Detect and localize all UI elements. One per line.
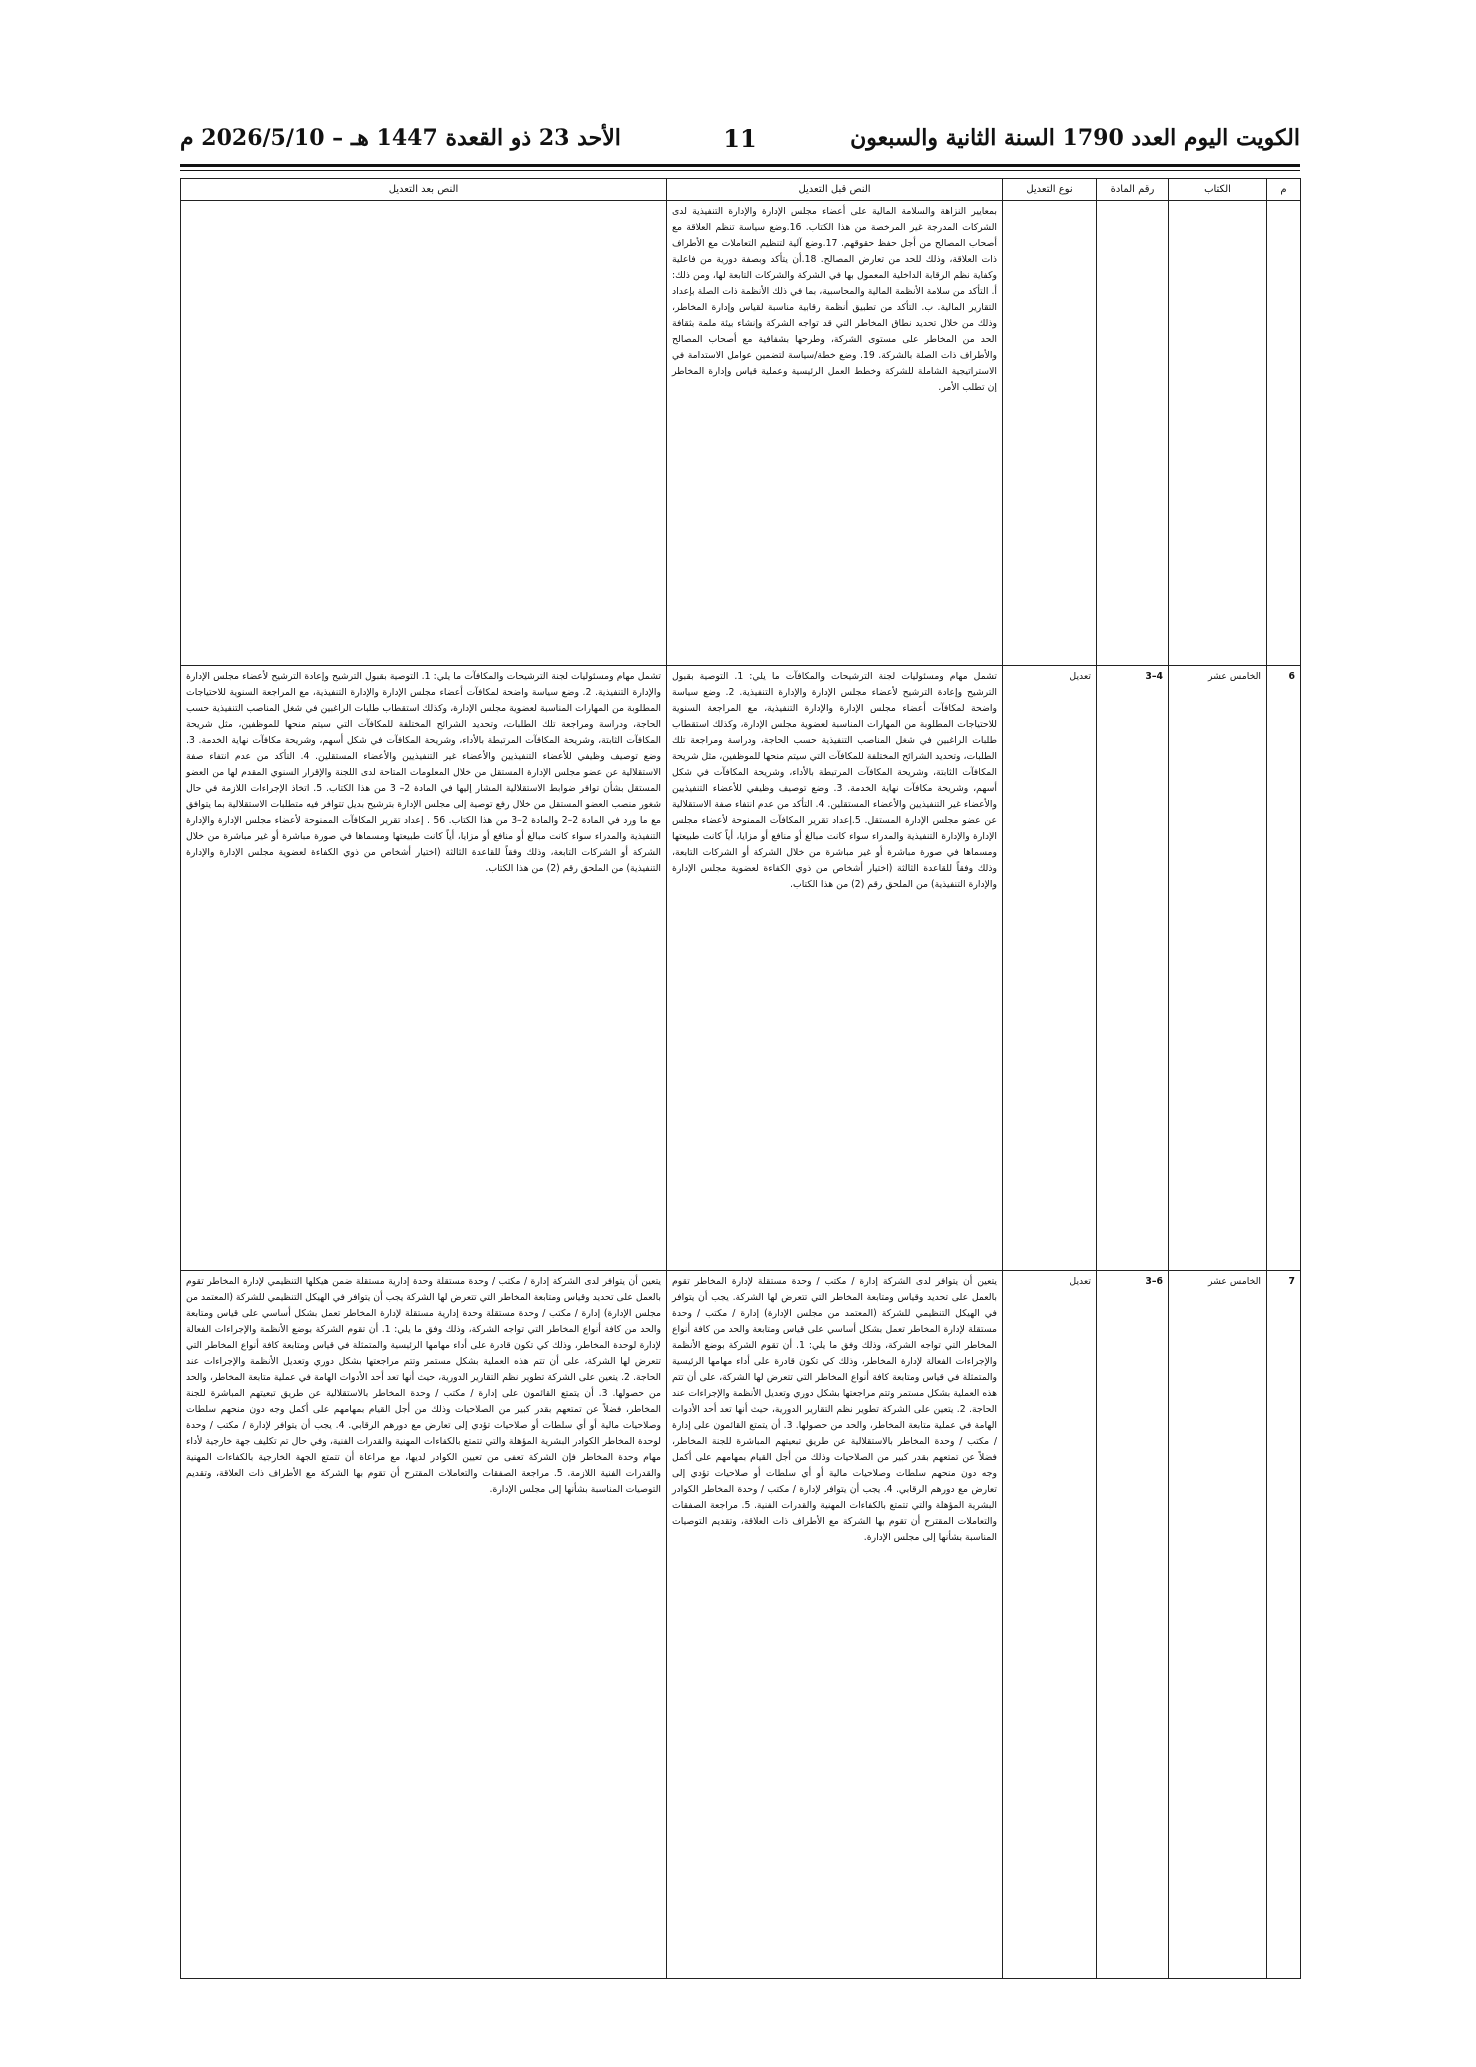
amendment-type-cell: تعديل <box>1003 666 1097 1271</box>
col-header-article: رقم المادة <box>1097 179 1169 201</box>
page-header <box>180 118 1300 158</box>
text-before-cell: بمعايير النزاهة والسلامة المالية على أعضاء مجلس الإدارة والإدارة التنفيذية لدى الشركات المدرجة غير المرخصة من هذا الكتاب. 16.وضع سياسة تنظم العلاقة مع أصحاب المصالح من أجل حفظ حقوقهم. 17.وضع آلية لتنظيم التعاملات مع الأطراف ذات العلاقة، وذلك للحد من تعارض المصالح. 18.أن يتأكد وبصفة دورية من فاعلية وكفاية نظم الرقابة الداخلية المعمول بها في الشركة والشركات التابعة لها، ومن ذلك: أ. التأكد من سلامة الأنظمة المالية والمحاسبية، بما في ذلك الأنظمة ذات الصلة بإعداد التقارير المالية. ب. التأكد من تطبيق أنظمة رقابية مناسبة لقياس وإدارة المخاطر، وذلك من خلال تحديد نطاق المخاطر التي قد تواجه الشركة وإنشاء بيئة ملمة بثقافة الحد من المخاطر على مستوى الشركة، وطرحها بشفافية مع أصحاب المصالح والأطراف ذات الصلة بالشركة. 19. وضع خطة/سياسة لتضمين عوامل الاستدامة في الاستراتيجية الشاملة للشركة وخطط العمل الرئيسية وعملية قياس وإدارة المخاطر إن تطلب الأمر. <box>667 201 1003 666</box>
article-cell: 6–3 <box>1097 1271 1169 1979</box>
article-cell: 4–3 <box>1097 666 1169 1271</box>
table-row <box>181 1271 1301 1979</box>
amendments-table <box>180 178 1301 1979</box>
col-header-m: م <box>1267 179 1301 201</box>
text-before-cell: يتعين أن يتوافر لدى الشركة إدارة / مكتب / وحدة مستقلة لإدارة المخاطر تقوم بالعمل على تحديد وقياس ومتابعة المخاطر التي تتعرض لها الشركة. يجب أن يتوافر في الهيكل التنظيمي للشركة (المعتمد من مجلس الإدارة) إدارة / مكتب / وحدة مستقلة لإدارة المخاطر تعمل بشكل أساسي على قياس ومتابعة والحد من كافة أنواع المخاطر التي تواجه الشركة، وذلك وفق ما يلي: 1. أن تقوم الشركة بوضع الأنظمة والإجراءات الفعالة لإدارة المخاطر، وذلك كي تكون قادرة على أداء مهامها الرئيسية والمتمثلة في قياس ومتابعة كافة أنواع المخاطر التي تتعرض لها الشركة، على أن تتم هذه العملية بشكل مستمر وتتم مراجعتها بشكل دوري وتعديل الأنظمة والإجراءات عند الحاجة. 2. يتعين على الشركة تطوير نظم التقارير الدورية، حيث أنها تعد أحد الأدوات الهامة في عملية متابعة المخاطر، والحد من حصولها. 3. أن يتمتع القائمون على إدارة / مكتب / وحدة المخاطر بالاستقلالية عن طريق تبعيتهم المباشرة للجنة المخاطر، فضلاً عن تمتعهم بقدر كبير من الصلاحيات وذلك من أجل القيام بمهامهم على أكمل وجه دون منحهم سلطات وصلاحيات مالية أو أي سلطات أو صلاحيات تؤدي إلى تعارض مع دورهم الرقابي. 4. يجب أن يتوافر لإدارة / مكتب / وحدة المخاطر الكوادر البشرية المؤهلة والتي تتمتع بالكفاءات المهنية والقدرات الفنية. 5. مراجعة الصفقات والتعاملات المقترح أن تقوم بها الشركة مع الأطراف ذات العلاقة، وتقديم التوصيات المناسبة بشأنها إلى مجلس الإدارة. <box>667 1271 1003 1979</box>
book-cell: الخامس عشر <box>1169 666 1267 1271</box>
gazette-title: الكويت اليوم العدد 1790 السنة الثانية والسبعون <box>850 125 1300 151</box>
article-cell <box>1097 201 1169 666</box>
page-number: 11 <box>723 123 757 153</box>
text-after-cell <box>181 201 667 666</box>
col-header-book: الكتاب <box>1169 179 1267 201</box>
text-after-cell: تشمل مهام ومسئوليات لجنة الترشيحات والمكافآت ما يلي: 1. التوصية بقبول الترشيح وإعادة الترشيح لأعضاء مجلس الإدارة والإدارة التنفيذية. 2. وضع سياسة واضحة لمكافآت أعضاء مجلس الإدارة والإدارة التنفيذية، مع المراجعة السنوية للاحتياجات المطلوبة من المهارات المناسبة لعضوية مجلس الإدارة، وكذلك استقطاب طلبات الراغبين في شغل المناصب التنفيذية حسب الحاجة، ودراسة ومراجعة تلك الطلبات، وتحديد الشرائح المختلفة للمكافآت التي سيتم منحها للموظفين، مثل شريحة المكافآت الثابتة، وشريحة المكافآت المرتبطة بالأداء، وشريحة المكافآت في شكل أسهم، وشريحة مكافآت نهاية الخدمة. 3. وضع توصيف وظيفي للأعضاء التنفيذيين والأعضاء غير التنفيذيين والأعضاء المستقلين. 4. التأكد من عدم انتفاء صفة الاستقلالية عن عضو مجلس الإدارة المستقل من خلال المعلومات المتاحة لدى اللجنة والإقرار السنوي المقدم لها من العضو المستقل بشأن توافر ضوابط الاستقلالية المشار إليها في المادة 2– 3 من هذا الكتاب. 5. اتخاذ الإجراءات اللازمة في حال شغور منصب العضو المستقل من خلال رفع توصية إلى مجلس الإدارة بترشيح بديل تتوافر فيه متطلبات الاستقلالية بما يتوافق مع ما ورد في المادة 2–2 والمادة 2–3 من هذا الكتاب. 56 . إعداد تقرير المكافآت الممنوحة لأعضاء مجلس الإدارة والإدارة التنفيذية والمدراء سواء كانت مبالغ أو منافع أو مزايا، أياً كانت طبيعتها ومسماها في صورة مباشرة أو غير مباشرة من خلال الشركة أو الشركات التابعة، وذلك وفقاً للقاعدة الثالثة (اختيار أشخاص من ذوي الكفاءة لعضوية مجلس الإدارة والإدارة التنفيذية) من الملحق رقم (2) من هذا الكتاب. <box>181 666 667 1271</box>
table-row <box>181 201 1301 666</box>
book-cell: الخامس عشر <box>1169 1271 1267 1979</box>
col-header-after: النص بعد التعديل <box>181 179 667 201</box>
col-header-before: النص قبل التعديل <box>667 179 1003 201</box>
header-rule-thick <box>180 164 1300 167</box>
table-row <box>181 666 1301 1271</box>
table-header-row <box>181 179 1301 201</box>
amendment-type-cell <box>1003 201 1097 666</box>
row-number <box>1267 201 1301 666</box>
text-after-cell: يتعين أن يتوافر لدى الشركة إدارة / مكتب / وحدة مستقلة وحدة إدارية مستقلة ضمن هيكلها التنظيمي لإدارة المخاطر تقوم بالعمل على تحديد وقياس ومتابعة المخاطر التي تتعرض لها الشركة يجب أن يتوافر في الهيكل التنظيمي للشركة (المعتمد من مجلس الإدارة) إدارة / مكتب / وحدة مستقلة وحدة إدارية مستقلة لإدارة المخاطر تعمل بشكل أساسي على قياس ومتابعة والحد من كافة أنواع المخاطر التي تواجه الشركة، وذلك وفق ما يلي: 1. أن تقوم الشركة بوضع الأنظمة والإجراءات الفعالة لإدارة لوحدة المخاطر، وذلك كي تكون قادرة على أداء مهامها الرئيسية والمتمثلة في قياس ومتابعة كافة أنواع المخاطر التي تتعرض لها الشركة، على أن تتم هذه العملية بشكل مستمر وتتم مراجعتها بشكل دوري وتعديل الأنظمة والإجراءات عند الحاجة. 2. يتعين على الشركة تطوير نظم التقارير الدورية، حيث أنها تعد أحد الأدوات الهامة في عملية متابعة المخاطر، والحد من حصولها. 3. أن يتمتع القائمون على إدارة / مكتب / وحدة المخاطر بالاستقلالية عن طريق تبعيتهم المباشرة للجنة المخاطر، فضلاً عن تمتعهم بقدر كبير من الصلاحيات وذلك من أجل القيام بمهامهم على أكمل وجه دون منحهم سلطات وصلاحيات مالية أو أي سلطات أو صلاحيات تؤدي إلى تعارض مع دورهم الرقابي. 4. يجب أن يتوافر لإدارة / مكتب / وحدة لوحدة المخاطر الكوادر البشرية المؤهلة والتي تتمتع بالكفاءات المهنية والقدرات الفنية، وفي حال تم تكليف جهة خارجية لأداء مهام وحدة المخاطر فإن الشركة تعفى من تعيين الكوادر لديها، مع مراعاة أن تتمتع الجهة الخارجية بالكفاءات المهنية والقدرات الفنية اللازمة. 5. مراجعة الصفقات والتعاملات المقترح أن تقوم بها الشركة مع الأطراف ذات العلاقة، وتقديم التوصيات المناسبة بشأنها إلى مجلس الإدارة. <box>181 1271 667 1979</box>
book-cell <box>1169 201 1267 666</box>
row-number: 7 <box>1267 1271 1301 1979</box>
header-rule-thin <box>180 170 1300 171</box>
issue-date: الأحد 23 ذو القعدة 1447 هـ – 2026/5/10 م <box>180 125 621 151</box>
text-before-cell: تشمل مهام ومسئوليات لجنة الترشيحات والمكافآت ما يلي: 1. التوصية بقبول الترشيح وإعادة الترشيح لأعضاء مجلس الإدارة والإدارة التنفيذية. 2. وضع سياسة واضحة لمكافآت أعضاء مجلس الإدارة والإدارة التنفيذية، مع المراجعة السنوية للاحتياجات المطلوبة من المهارات المناسبة لعضوية مجلس الإدارة، وكذلك استقطاب طلبات الراغبين في شغل المناصب التنفيذية حسب الحاجة، ودراسة ومراجعة تلك الطلبات، وتحديد الشرائح المختلفة للمكافآت التي سيتم منحها للموظفين، مثل شريحة المكافآت الثابتة، وشريحة المكافآت المرتبطة بالأداء، وشريحة المكافآت في شكل أسهم، وشريحة مكافآت نهاية الخدمة. 3. وضع توصيف وظيفي للأعضاء التنفيذيين والأعضاء غير التنفيذيين والأعضاء المستقلين. 4. التأكد من عدم انتفاء صفة الاستقلالية عن عضو مجلس الإدارة المستقل. 5.إعداد تقرير المكافآت الممنوحة لأعضاء مجلس الإدارة والإدارة التنفيذية والمدراء سواء كانت مبالغ أو منافع أو مزايا، أياً كانت طبيعتها ومسماها في صورة مباشرة أو غير مباشرة من خلال الشركة أو الشركات التابعة، وذلك وفقاً للقاعدة الثالثة (اختيار أشخاص من ذوي الكفاءة لعضوية مجلس الإدارة والإدارة التنفيذية) من الملحق رقم (2) من هذا الكتاب. <box>667 666 1003 1271</box>
amendment-type-cell: تعديل <box>1003 1271 1097 1979</box>
col-header-type: نوع التعديل <box>1003 179 1097 201</box>
row-number: 6 <box>1267 666 1301 1271</box>
